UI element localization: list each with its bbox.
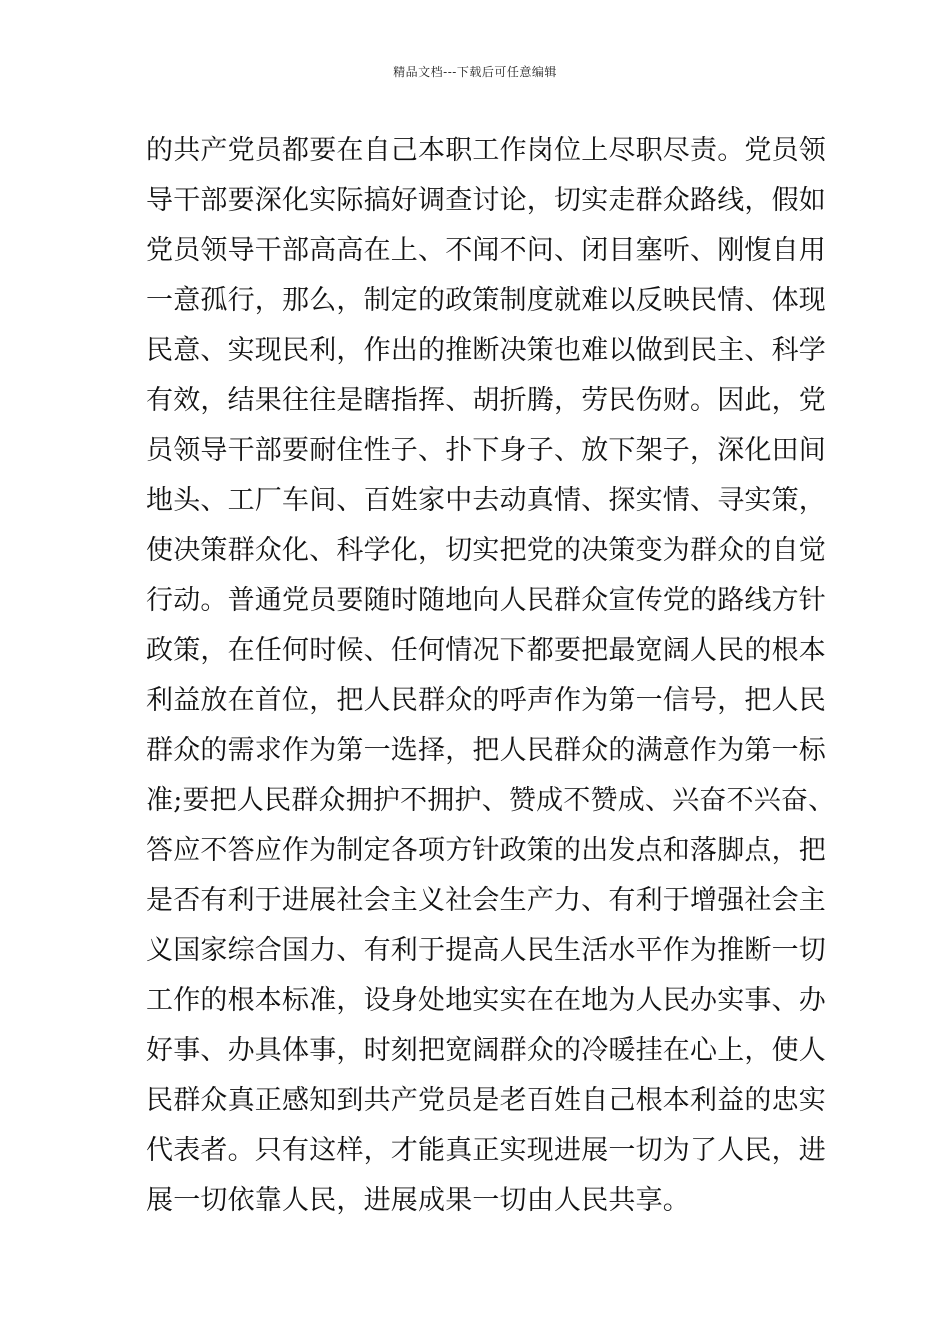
- text-line: 地头、工厂车间、百姓家中去动真情、探实情、寻实策，: [146, 485, 826, 516]
- text-line: 工作的根本标准，设身处地实实在在地为人民办实事、办: [146, 985, 826, 1016]
- text-line: 准;要把人民群众拥护不拥护、赞成不赞成、兴奋不兴奋、: [146, 785, 836, 816]
- text-line: 政策，在任何时候、任何情况下都要把最宽阔人民的根本: [146, 635, 826, 666]
- body-paragraph: [146, 126, 836, 1226]
- text-line: 使决策群众化、科学化，切实把党的决策变为群众的自觉: [146, 535, 826, 566]
- text-line: 一意孤行，那么，制定的政策制度就难以反映民情、体现: [146, 285, 826, 316]
- text-line: 民意、实现民利，作出的推断决策也难以做到民主、科学: [146, 335, 826, 366]
- text-line: 义国家综合国力、有利于提高人民生活水平作为推断一切: [146, 935, 826, 966]
- text-line: 利益放在首位，把人民群众的呼声作为第一信号，把人民: [146, 685, 826, 716]
- text-line: 员领导干部要耐住性子、扑下身子、放下架子，深化田间: [146, 435, 826, 466]
- text-line: 是否有利于进展社会主义社会生产力、有利于增强社会主: [146, 885, 826, 916]
- text-line: 导干部要深化实际搞好调查讨论，切实走群众路线，假如: [146, 185, 826, 216]
- text-line: 代表者。只有这样，才能真正实现进展一切为了人民，进: [146, 1135, 826, 1166]
- page-header: 精品文档---下载后可任意编辑: [393, 65, 557, 79]
- text-line: 答应不答应作为制定各项方针政策的出发点和落脚点，把: [146, 835, 826, 866]
- text-line: 展一切依靠人民，进展成果一切由人民共享。: [146, 1185, 690, 1216]
- text-line: 行动。普通党员要随时随地向人民群众宣传党的路线方针: [146, 585, 826, 616]
- text-line: 好事、办具体事，时刻把宽阔群众的冷暖挂在心上，使人: [146, 1035, 826, 1066]
- text-line: 民群众真正感知到共产党员是老百姓自己根本利益的忠实: [146, 1085, 826, 1116]
- text-line: 的共产党员都要在自己本职工作岗位上尽职尽责。党员领: [146, 135, 826, 166]
- text-line: 有效，结果往往是瞎指挥、胡折腾，劳民伤财。因此，党: [146, 385, 826, 416]
- text-line: 群众的需求作为第一选择，把人民群众的满意作为第一标: [146, 735, 826, 766]
- text-line: 党员领导干部高高在上、不闻不问、闭目塞听、刚愎自用: [146, 235, 826, 266]
